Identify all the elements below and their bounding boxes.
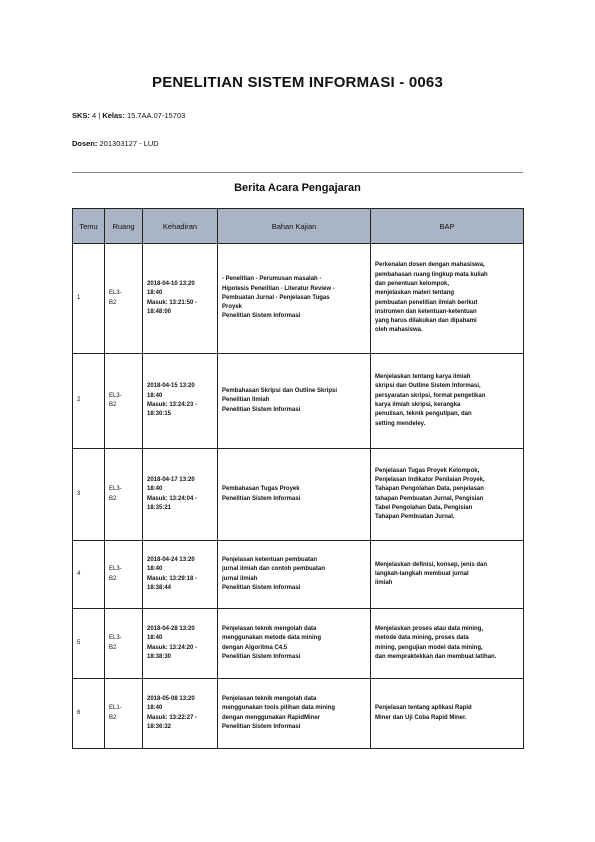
- header-temu: Temu: [73, 209, 105, 244]
- ruang-line: EL3-: [109, 635, 122, 642]
- sks-label: SKS:: [72, 111, 90, 120]
- kehadiran-line: Masuk: 13:24:23 -: [147, 402, 198, 408]
- cell-bap: [371, 449, 524, 541]
- kehadiran-line: 2018-04-17 13:20: [147, 476, 195, 483]
- cell-ruang: [105, 609, 143, 679]
- bahan-line: Penelitian Sistem Informasi: [222, 406, 301, 413]
- header-bahan-kajian: Bahan Kajian: [218, 209, 371, 244]
- kehadiran-line: 18:40: [147, 566, 163, 573]
- bap-line: menjelaskan materi tentang: [375, 290, 455, 297]
- bap-line: Tahapan Pembuatan Jurnal.: [375, 514, 455, 521]
- bahan-line: menggunakan metode data mining: [222, 635, 322, 642]
- cell-kehadiran: [143, 679, 218, 749]
- kehadiran-line: 2018-04-10 13:20: [147, 280, 195, 287]
- bap-line: mining, pengujian model data mining,: [375, 644, 483, 651]
- kehadiran-line: 2018-04-15 13:20: [147, 383, 195, 390]
- ruang-line: B2: [109, 644, 117, 651]
- bahan-line: Penjelasan ketentuan pembuatan: [222, 556, 318, 563]
- cell-ruang: [105, 354, 143, 449]
- cell-kehadiran: [143, 244, 218, 354]
- bahan-line: Hipotesis Penelitian - Literatur Review -: [222, 285, 335, 292]
- bahan-line: Pembahasan Skripsi dan Outline Skripsi: [222, 388, 338, 395]
- cell-bahan-kajian: [218, 354, 371, 449]
- header-ruang: Ruang: [105, 209, 143, 244]
- bap-line: skripsi dan Outline Sistem Informasi,: [375, 383, 481, 390]
- kelas-label: Kelas:: [102, 111, 125, 120]
- bap-line: langkah-langkah membuat jurnal: [375, 570, 469, 577]
- bap-line: Menjelaskan tentang karya ilmiah: [375, 374, 471, 381]
- bap-line: yang harus dilakukan dan dipahami: [375, 318, 477, 325]
- cell-kehadiran: [143, 541, 218, 609]
- cell-ruang: [105, 679, 143, 749]
- bap-line: Penjelasan Indikator Penilaian Proyek,: [375, 476, 485, 483]
- bap-line: Penjelasan Tugas Proyek Kelompok,: [375, 467, 480, 474]
- header-kehadiran: Kehadiran: [143, 209, 218, 244]
- cell-bahan-kajian: [218, 244, 371, 354]
- kehadiran-line: 18:35:21: [147, 504, 172, 511]
- cell-kehadiran: [143, 354, 218, 449]
- cell-bahan-kajian: [218, 679, 371, 749]
- table-header-row: [73, 209, 524, 244]
- bap-line: Menjelaskan definisi, konsep, jenis dan: [375, 561, 488, 568]
- teaching-report-table: [72, 208, 524, 749]
- cell-bap: [371, 354, 524, 449]
- cell-ruang: [105, 449, 143, 541]
- bahan-line: - Penelitian - Perumusan masalah -: [222, 276, 322, 283]
- kehadiran-line: 18:30:15: [147, 411, 172, 418]
- table-row: [73, 449, 524, 541]
- cell-bap: [371, 541, 524, 609]
- bahan-line: Penelitian Sistem Informasi: [222, 723, 301, 730]
- bap-line: karya ilmiah skripsi, kerangka: [375, 402, 461, 408]
- kehadiran-line: 18:48:00: [147, 308, 172, 315]
- kehadiran-line: Masuk: 13:21:50 -: [147, 299, 198, 306]
- ruang-line: B2: [109, 495, 117, 502]
- kehadiran-line: 18:38:30: [147, 653, 172, 660]
- kehadiran-line: Masuk: 13:29:18 -: [147, 575, 198, 582]
- section-title: Berita Acara Pengajaran: [234, 182, 361, 194]
- bap-line: penulisan, teknik pengutipan, dan: [375, 411, 472, 418]
- meta-separator: |: [98, 111, 101, 120]
- dosen-label: Dosen:: [72, 139, 98, 148]
- bap-line: Perkenalan dosen dengan mahasiswa,: [375, 262, 485, 269]
- bahan-line: jurnal ilmiah dan contoh pembuatan: [222, 566, 326, 573]
- cell-temu: 4: [73, 541, 105, 609]
- cell-kehadiran: [143, 609, 218, 679]
- ruang-line: EL3-: [109, 392, 122, 399]
- page-title: PENELITIAN SISTEM INFORMASI - 0063: [151, 74, 443, 91]
- bap-line: instrumen dan ketentuan-ketentuan: [375, 308, 477, 315]
- bahan-line: Pembuatan Jurnal - Penjelasan Tugas: [222, 294, 330, 301]
- ruang-line: EL3-: [109, 486, 122, 493]
- kehadiran-line: 2018-04-24 13:20: [147, 556, 195, 563]
- bahan-line: Penelitian Sistem Informasi: [222, 584, 301, 591]
- cell-bahan-kajian: [218, 609, 371, 679]
- bahan-line: dengan menggunakan RapidMiner: [222, 714, 321, 721]
- bahan-line: Pembahasan Tugas Proyek: [222, 486, 300, 493]
- bap-line: tahapan Pembuatan Jurnal, Pengisian: [375, 495, 484, 502]
- cell-temu: 1: [73, 244, 105, 354]
- bahan-line: Penelitian Sistem Informasi: [222, 653, 301, 660]
- kehadiran-line: 18:40: [147, 705, 163, 712]
- cell-ruang: [105, 541, 143, 609]
- ruang-line: B2: [109, 575, 117, 582]
- ruang-line: B2: [109, 402, 117, 408]
- divider: [72, 172, 523, 173]
- bap-line: dan mempraktekkan dan membuat latihan.: [375, 653, 497, 660]
- kehadiran-line: 2018-05-08 13:20: [147, 695, 195, 702]
- bahan-line: Penelitian Sistem Informasi: [222, 495, 301, 502]
- bap-line: dan penentuan kelompok,: [375, 280, 450, 287]
- cell-bap: [371, 679, 524, 749]
- sks-value: 4: [92, 111, 97, 120]
- bap-line: pembahasan ruang lingkup mata kuliah: [375, 271, 488, 278]
- course-meta: [72, 111, 185, 120]
- table-row: [73, 679, 524, 749]
- ruang-line: EL3-: [109, 290, 122, 297]
- bap-line: Menjelaskan proses atau data mining,: [375, 625, 484, 632]
- bap-line: oleh mahasiswa.: [375, 327, 423, 334]
- dosen-value: 201303127 - LUD: [99, 139, 159, 148]
- ruang-line: B2: [109, 299, 117, 306]
- kehadiran-line: Masuk: 13:22:27 -: [147, 714, 198, 721]
- bap-line: Tabel Pengolahan Data, Pengisian: [375, 504, 473, 511]
- ruang-line: EL1-: [109, 705, 122, 712]
- cell-bap: [371, 244, 524, 354]
- bahan-line: Penjelasan teknik mengolah data: [222, 625, 317, 632]
- ruang-line: B2: [109, 714, 117, 721]
- ruang-line: EL3-: [109, 566, 122, 573]
- bahan-line: Proyek: [222, 304, 243, 311]
- table-row: [73, 244, 524, 354]
- header-bap: BAP: [371, 209, 524, 244]
- kehadiran-line: 2018-04-28 13:20: [147, 625, 195, 632]
- table-row: [73, 609, 524, 679]
- bap-line: pembuatan penelitian ilmiah berikut: [375, 299, 478, 306]
- bahan-line: Penjelasan teknik mengolah data: [222, 695, 317, 702]
- table-row: [73, 354, 524, 449]
- bap-line: metode data mining, proses data: [375, 635, 469, 642]
- bap-line: Penjelasan tentang aplikasi Rapid: [375, 705, 472, 712]
- bap-line: Tahapan Pengolahan Data, penjelasan: [375, 486, 484, 493]
- bap-line: ilmiah: [375, 580, 393, 587]
- kehadiran-line: 18:40: [147, 635, 163, 642]
- kehadiran-line: 18:40: [147, 290, 163, 297]
- bahan-line: jurnal ilmiah: [222, 575, 258, 582]
- cell-ruang: [105, 244, 143, 354]
- kehadiran-line: Masuk: 13:24:04 -: [147, 495, 198, 502]
- cell-temu: 2: [73, 354, 105, 449]
- kelas-value: 15.7AA.07-15703: [126, 111, 186, 120]
- kehadiran-line: 18:38:44: [147, 584, 172, 591]
- cell-temu: 6: [73, 679, 105, 749]
- bahan-line: Penelitian Ilmiah: [222, 397, 270, 404]
- bap-line: persyaratan skripsi, format pengetikan: [375, 392, 486, 399]
- cell-temu: 5: [73, 609, 105, 679]
- kehadiran-line: 18:40: [147, 392, 163, 399]
- cell-bahan-kajian: [218, 541, 371, 609]
- bap-line: Miner dan Uji Coba Rapid Miner.: [375, 714, 467, 721]
- bap-line: setting mendeley.: [375, 420, 426, 427]
- bahan-line: Penelitian Sistem Informasi: [222, 313, 301, 320]
- cell-temu: 3: [73, 449, 105, 541]
- table-row: [73, 541, 524, 609]
- bahan-line: menggunakan tools pilihan data mining: [222, 705, 336, 712]
- kehadiran-line: 18:36:32: [147, 723, 172, 730]
- kehadiran-line: Masuk: 13:24:20 -: [147, 644, 198, 651]
- cell-bahan-kajian: [218, 449, 371, 541]
- bahan-line: dengan Algoritma C4.5: [222, 644, 288, 651]
- cell-bap: [371, 609, 524, 679]
- kehadiran-line: 18:40: [147, 486, 163, 493]
- cell-kehadiran: [143, 449, 218, 541]
- lecturer-meta: [72, 139, 159, 148]
